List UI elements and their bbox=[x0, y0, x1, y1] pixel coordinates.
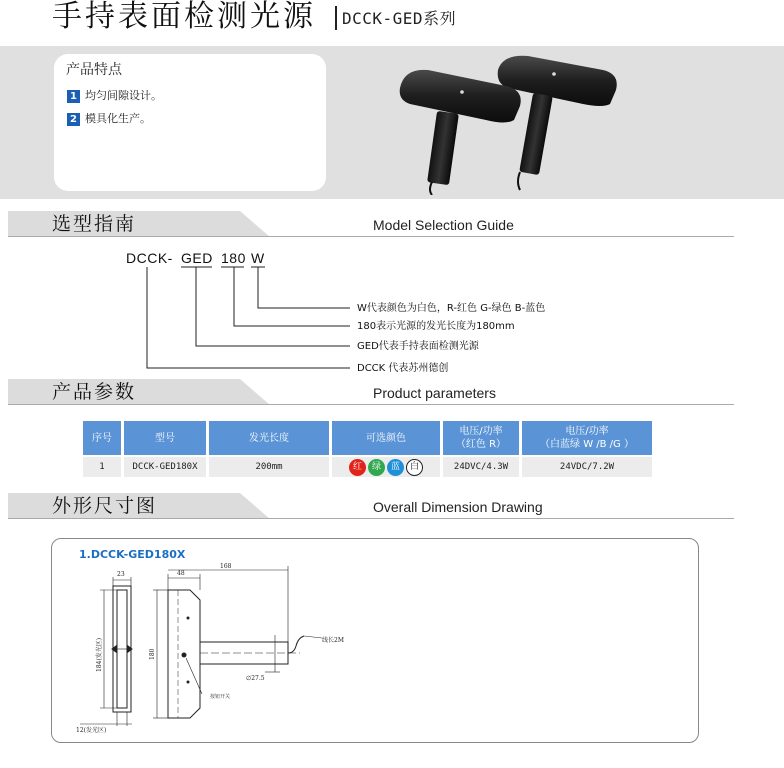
dim-label-180: 180 bbox=[149, 648, 156, 660]
section-header-params bbox=[8, 379, 738, 405]
section-title-cn: 外形尺寸图 bbox=[52, 495, 158, 517]
section-title-cn: 选型指南 bbox=[52, 213, 137, 235]
dim-label-23: 23 bbox=[117, 571, 125, 578]
dim-label-12: 12(发光区) bbox=[76, 727, 107, 734]
dim-label-diameter: ∅27.5 bbox=[246, 675, 265, 682]
section-title-en: Product parameters bbox=[373, 385, 496, 401]
page-subtitle: DCCK-GED系列 bbox=[342, 9, 457, 28]
section-title-en: Overall Dimension Drawing bbox=[373, 499, 543, 515]
product-photo bbox=[398, 50, 648, 195]
code-part-length: 180 bbox=[221, 250, 246, 266]
page-title: 手持表面检测光源 bbox=[52, 0, 316, 34]
cell-power-red: 24DVC/4.3W bbox=[443, 457, 519, 477]
col-header-colors: 可选颜色 bbox=[332, 421, 440, 455]
dim-label-switch: 按钮开关 bbox=[210, 694, 231, 700]
table-row bbox=[83, 457, 652, 477]
selection-desc-series: GED代表手持表面检测光源 bbox=[357, 341, 479, 352]
color-dot-green: 绿 bbox=[368, 459, 385, 476]
cell-model: DCCK-GED180X bbox=[124, 457, 206, 477]
selection-desc-length: 180表示光源的发光长度为180mm bbox=[357, 321, 515, 332]
col-header-power-red: 电压/功率 （红色 R） bbox=[443, 421, 519, 455]
section-title-cn: 产品参数 bbox=[52, 381, 137, 403]
cell-index: 1 bbox=[83, 457, 121, 477]
code-part-brand: DCCK- bbox=[126, 250, 173, 266]
section-header-dimension bbox=[8, 493, 738, 519]
col-header-index: 序号 bbox=[83, 421, 121, 455]
selection-desc-color: W代表颜色为白色，R-红色 G-绿色 B-蓝色 bbox=[357, 303, 546, 314]
section-tab bbox=[8, 379, 270, 405]
color-dot-blue: 蓝 bbox=[387, 459, 404, 476]
code-part-color: W bbox=[251, 250, 265, 266]
title-separator bbox=[335, 6, 337, 30]
color-dot-red: 红 bbox=[349, 459, 366, 476]
cell-colors bbox=[332, 457, 440, 477]
col-header-length: 发光长度 bbox=[209, 421, 329, 455]
feature-number-badge: 2 bbox=[67, 113, 80, 126]
section-title-en: Model Selection Guide bbox=[373, 217, 514, 233]
section-rule bbox=[8, 236, 734, 237]
dimension-model-title: 1.DCCK-GED180X bbox=[79, 548, 186, 561]
code-part-series: GED bbox=[181, 250, 213, 266]
section-tab bbox=[8, 211, 270, 237]
dim-label-168: 168 bbox=[220, 563, 232, 570]
cell-power-wbg: 24VDC/7.2W bbox=[522, 457, 652, 477]
color-dot-white: 白 bbox=[406, 459, 423, 476]
feature-text: 均匀间隙设计。 bbox=[85, 89, 162, 102]
col-header-power-wbg: 电压/功率 （白蓝绿 W /B /G ） bbox=[522, 421, 652, 455]
cell-length: 200mm bbox=[209, 457, 329, 477]
feature-number-badge: 1 bbox=[67, 90, 80, 103]
params-table bbox=[80, 419, 655, 479]
dim-label-184: 184(发光区) bbox=[96, 637, 103, 672]
feature-text: 模具化生产。 bbox=[85, 112, 151, 125]
feature-item bbox=[67, 89, 162, 103]
feature-item bbox=[67, 112, 151, 126]
table-header-row bbox=[83, 421, 652, 455]
feature-title: 产品特点 bbox=[66, 62, 122, 78]
section-rule bbox=[8, 518, 734, 519]
section-header-selection bbox=[8, 211, 738, 237]
selection-desc-brand: DCCK 代表苏州德创 bbox=[357, 363, 449, 374]
dim-label-48: 48 bbox=[177, 570, 185, 577]
dim-label-cable: 线长2M bbox=[322, 637, 344, 644]
col-header-model: 型号 bbox=[124, 421, 206, 455]
dimension-drawing bbox=[60, 560, 360, 740]
section-rule bbox=[8, 404, 734, 405]
